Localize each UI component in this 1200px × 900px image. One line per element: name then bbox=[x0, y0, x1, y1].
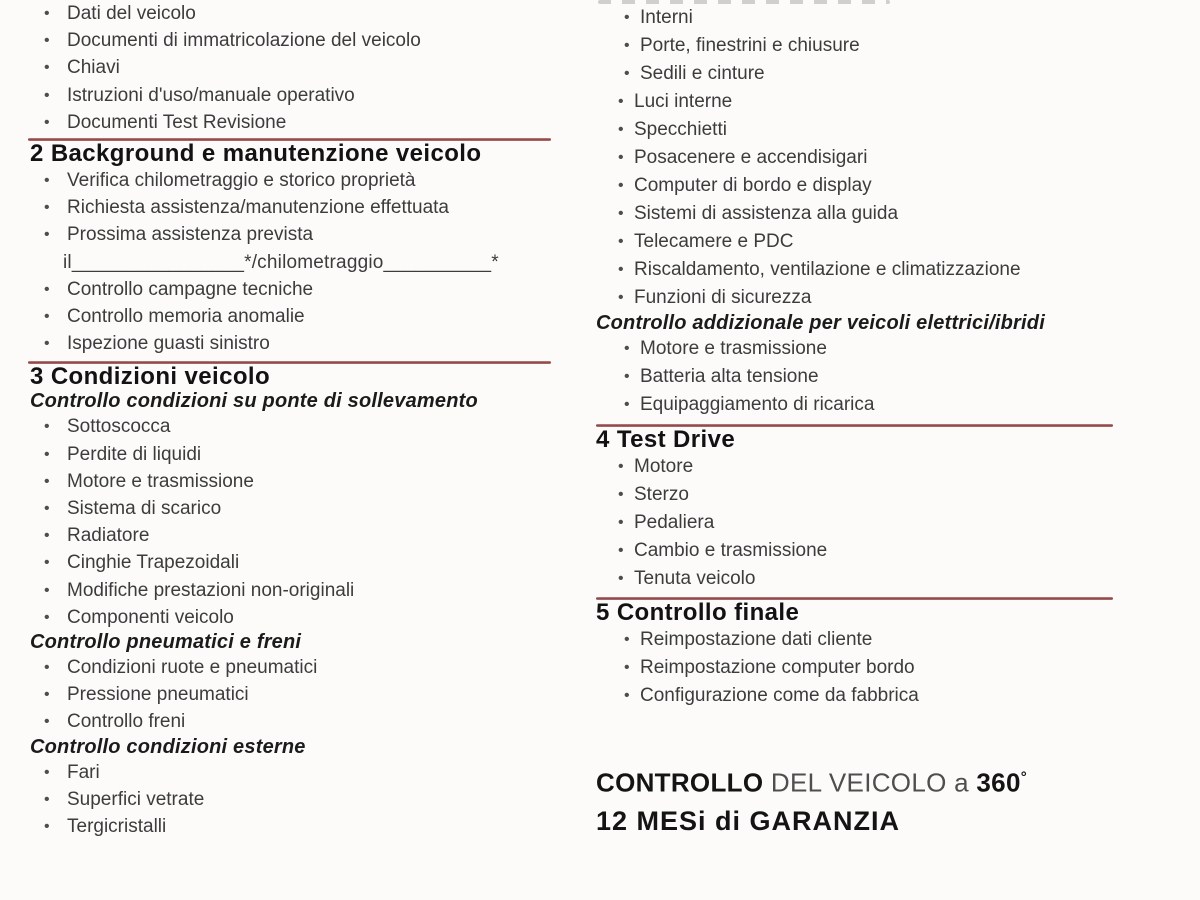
list-item: • Motore e trasmissione bbox=[30, 468, 575, 495]
interior-list-top bbox=[596, 4, 1171, 88]
list-item: • Verifica chilometraggio e storico proprietà bbox=[30, 167, 575, 194]
list-item: • Posacenere e accendisigari bbox=[596, 144, 1171, 172]
list-item: • Funzioni di sicurezza bbox=[596, 284, 1171, 312]
list-item: • Sottoscocca bbox=[30, 413, 575, 440]
list-item: • Fari bbox=[30, 759, 575, 786]
list-item: • Documenti Test Revisione bbox=[30, 109, 575, 136]
list-item: • Pedaliera bbox=[596, 509, 1171, 537]
list-item: • Sistema di scarico bbox=[30, 495, 575, 522]
final-check-list bbox=[596, 626, 1171, 710]
list-item: • Pressione pneumatici bbox=[30, 681, 575, 708]
list-item: • Componenti veicolo bbox=[30, 604, 575, 631]
subsection-exterior-title: Controllo condizioni esterne bbox=[30, 735, 306, 758]
section-2-list-continued bbox=[30, 276, 575, 358]
list-item: • Sistemi di assistenza alla guida bbox=[596, 200, 1171, 228]
list-item: • Batteria alta tensione bbox=[596, 363, 1171, 391]
list-item: • Equipaggiamento di ricarica bbox=[596, 391, 1171, 419]
list-item: • Luci interne bbox=[596, 88, 1171, 116]
section-5-title: 5 Controllo finale bbox=[596, 599, 800, 626]
right-column bbox=[596, 0, 1171, 835]
list-item: • Controllo freni bbox=[30, 708, 575, 735]
subsection-lift-check-title: Controllo condizioni su ponte di sollevamento bbox=[30, 390, 478, 413]
list-item: • Superfici vetrate bbox=[30, 786, 575, 813]
list-item: • Tergicristalli bbox=[30, 813, 575, 840]
list-item: • Documenti di immatricolazione del veicolo bbox=[30, 27, 575, 54]
del-veicolo-text: DEL VEICOLO a bbox=[763, 767, 977, 798]
ev-list bbox=[596, 335, 1171, 419]
list-item: • Motore bbox=[596, 453, 1171, 481]
list-item: • Sedili e cinture bbox=[596, 60, 1171, 88]
list-item: • Modifiche prestazioni non-originali bbox=[30, 577, 575, 604]
list-item: • Tenuta veicolo bbox=[596, 565, 1171, 593]
fill-in-line: il________________*/chilometraggio__________* bbox=[63, 251, 499, 273]
list-item: • Istruzioni d'uso/manuale operativo bbox=[30, 82, 575, 109]
section-2-title: 2 Background e manutenzione veicolo bbox=[30, 140, 482, 168]
exterior-list bbox=[30, 759, 575, 841]
interior-list-rest bbox=[596, 88, 1171, 312]
list-item: • Interni bbox=[596, 4, 1171, 32]
tires-brakes-list bbox=[30, 654, 575, 736]
list-item: • Porte, finestrini e chiusure bbox=[596, 32, 1171, 60]
list-item: • Cambio e trasmissione bbox=[596, 537, 1171, 565]
list-item: • Richiesta assistenza/manutenzione effettuata bbox=[30, 194, 575, 221]
list-item: • Chiavi bbox=[30, 54, 575, 81]
list-item: • Perdite di liquidi bbox=[30, 441, 575, 468]
controllo-bold-text: CONTROLLO bbox=[596, 767, 764, 798]
list-item: • Radiatore bbox=[30, 522, 575, 549]
list-item: • Sterzo bbox=[596, 481, 1171, 509]
guarantee-line: 12 MESi di GARANZIA bbox=[596, 805, 901, 836]
section-3-title: 3 Condizioni veicolo bbox=[30, 363, 271, 391]
list-item: • Ispezione guasti sinistro bbox=[30, 330, 575, 357]
list-item: • Specchietti bbox=[596, 116, 1171, 144]
list-item: • Controllo campagne tecniche bbox=[30, 276, 575, 303]
list-item: • Riscaldamento, ventilazione e climatizzazione bbox=[596, 256, 1171, 284]
list-item: • Prossima assistenza prevista bbox=[30, 221, 575, 248]
degree-symbol: ° bbox=[1020, 769, 1028, 786]
list-item: • Controllo memoria anomalie bbox=[30, 303, 575, 330]
list-item: • Configurazione come da fabbrica bbox=[596, 682, 1171, 710]
subsection-ev-title: Controllo addizionale per veicoli elettrici/ibridi bbox=[596, 312, 1045, 334]
list-item: • Motore e trasmissione bbox=[596, 335, 1171, 363]
list-item: • Dati del veicolo bbox=[30, 0, 575, 27]
list-item: • Condizioni ruote e pneumatici bbox=[30, 654, 575, 681]
list-item: • Cinghie Trapezoidali bbox=[30, 549, 575, 576]
list-item: • Computer di bordo e display bbox=[596, 172, 1171, 200]
subsection-tires-brakes-title: Controllo pneumatici e freni bbox=[30, 631, 302, 654]
list-item: • Telecamere e PDC bbox=[596, 228, 1171, 256]
test-drive-list bbox=[596, 453, 1171, 593]
lift-check-list bbox=[30, 413, 575, 631]
degrees-360-text: 360 bbox=[976, 767, 1021, 798]
section-4-title: 4 Test Drive bbox=[596, 426, 736, 453]
left-column bbox=[30, 0, 575, 840]
list-item: • Reimpostazione computer bordo bbox=[596, 654, 1171, 682]
delivery-items-list bbox=[30, 0, 575, 136]
section-2-list bbox=[30, 167, 575, 249]
list-item: • Reimpostazione dati cliente bbox=[596, 626, 1171, 654]
vehicle-check-360-line bbox=[596, 764, 1171, 797]
